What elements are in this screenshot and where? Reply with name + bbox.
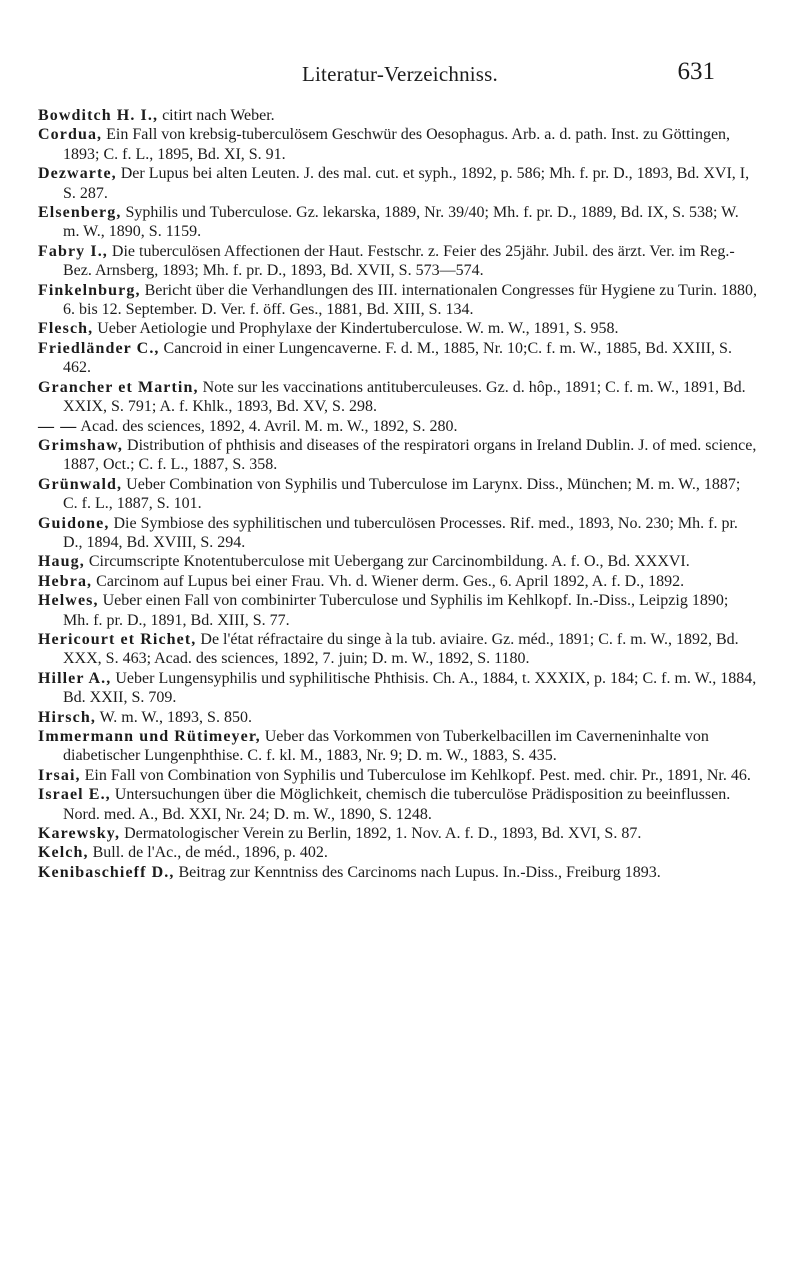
bibliography-entry	[38, 552, 758, 571]
entry-text: Ueber einen Fall von combinirter Tuberculose und Syphilis im Kehlkopf. In.-Diss., Leipzig 1890; Mh. f. pr. D., 1891, Bd. XIII, S. 77.	[63, 592, 729, 629]
bibliography-entry	[38, 125, 758, 164]
entry-author: Dezwarte,	[38, 165, 117, 183]
bibliography-entry	[38, 630, 758, 669]
bibliography-entry	[38, 824, 758, 843]
bibliography-entry	[38, 319, 758, 338]
page-number: 631	[677, 58, 715, 85]
entry-text: Note sur les vaccinations antituberculeuses. Gz. d. hôp., 1891; C. f. m. W., 1891, Bd. XXIX, S. 791; A. f. Khlk., 1893, Bd. XV, S. 298.	[63, 378, 746, 416]
entry-text: Bericht über die Verhandlungen des III. internationalen Congresses für Hygiene zu Turin. 1880, 6. bis 12. September. D. Ver. f. öff. Ges., 1881, Bd. XIII, S. 134.	[63, 281, 758, 319]
bibliography-entry	[38, 591, 758, 630]
entry-text: Circumscripte Knotentuberculose mit Uebergang zur Carcinombildung. A. f. O., Bd. XXXVI.	[84, 553, 690, 571]
entry-author: Bowditch H. I.,	[38, 107, 159, 124]
entry-text: Die Symbiose des syphilitischen und tuberculösen Processes. Rif. med., 1893, No. 230; Mh. f. pr. D., 1894, Bd. XVIII, S. 294.	[63, 514, 738, 551]
entry-text: W. m. W., 1893, S. 850.	[95, 708, 252, 726]
bibliography-entry	[38, 203, 758, 242]
bibliography-entry	[38, 843, 758, 862]
entry-author: Hebra,	[38, 572, 93, 590]
entry-author: — —	[38, 417, 78, 435]
bibliography-entry	[38, 727, 758, 766]
entry-author: Kenibaschieff D.,	[38, 863, 175, 881]
bibliography-entry	[38, 281, 758, 320]
bibliography-entry	[38, 339, 758, 378]
bibliography-entry	[38, 766, 758, 785]
entry-author: Elsenberg,	[38, 204, 122, 222]
bibliography-entry	[38, 572, 758, 591]
entry-author: Grancher et Martin,	[38, 378, 199, 396]
bibliography-entry	[38, 708, 758, 727]
entry-author: Grimshaw,	[38, 436, 124, 454]
entry-text: Ueber Combination von Syphilis und Tuberculose im Larynx. Diss., München; M. m. W., 1887; C. f. L., 1887, S. 101.	[63, 475, 741, 513]
bibliography-entry	[38, 514, 758, 553]
entry-text: Syphilis und Tuberculose. Gz. lekarska, 1889, Nr. 39/40; Mh. f. pr. D., 1889, Bd. IX, S. 538; W. m. W., 1890, S. 1159.	[63, 204, 739, 241]
bibliography-entry	[38, 669, 758, 708]
bibliography-entry	[38, 242, 758, 281]
bibliography-entry	[38, 475, 758, 514]
entry-author: Israel E.,	[38, 786, 111, 804]
entry-author: Grünwald,	[38, 475, 123, 493]
entry-author: Hirsch,	[38, 708, 96, 726]
entry-author: Friedländer C.,	[38, 339, 160, 357]
entry-text: Ueber Lungensyphilis und syphilitische Phthisis. Ch. A., 1884, t. XXXIX, p. 184; C. f. m. W., 1884, Bd. XXII, S. 709.	[63, 669, 757, 707]
entry-author: Guidone,	[38, 514, 110, 532]
bibliography-list	[38, 106, 758, 882]
entry-author: Cordua,	[38, 126, 103, 144]
entry-author: Hericourt et Richet,	[38, 630, 197, 648]
entry-author: Karewsky,	[38, 825, 121, 843]
entry-text: De l'état réfractaire du singe à la tub. aviaire. Gz. méd., 1891; C. f. m. W., 1892, Bd. XXX, S. 463; Acad. des sciences, 1892, 7. juin; D. m. W., 1892, S. 1180.	[63, 630, 739, 668]
entry-text: Bull. de l'Ac., de méd., 1896, p. 402.	[88, 844, 328, 862]
bibliography-entry	[38, 863, 758, 882]
entry-text: Ein Fall von Combination von Syphilis und Tuberculose im Kehlkopf. Pest. med. chir. Pr., 1891, Nr. 46.	[80, 766, 751, 784]
bibliography-entry	[38, 417, 758, 436]
page-header	[0, 58, 800, 92]
entry-author: Flesch,	[38, 320, 94, 338]
entry-author: Helwes,	[38, 592, 99, 610]
bibliography-entry	[38, 378, 758, 417]
entry-text: Ein Fall von krebsig-tuberculösem Geschwür des Oesophagus. Arb. a. d. path. Inst. zu Göttingen, 1893; C. f. L., 1895, Bd. XI, S. 91.	[63, 126, 731, 163]
bibliography-entry	[38, 106, 758, 125]
entry-author: Finkelnburg,	[38, 281, 141, 299]
entry-author: Haug,	[38, 553, 85, 571]
entry-text: Acad. des sciences, 1892, 4. Avril. M. m. W., 1892, S. 280.	[77, 417, 458, 435]
entry-author: Kelch,	[38, 844, 89, 862]
bibliography-entry	[38, 436, 758, 475]
entry-author: Irsai,	[38, 766, 81, 784]
entry-text: Dermatologischer Verein zu Berlin, 1892, 1. Nov. A. f. D., 1893, Bd. XVI, S. 87.	[120, 825, 642, 843]
bibliography-entry	[38, 785, 758, 824]
running-title: Literatur-Verzeichniss.	[301, 62, 498, 86]
entry-text: Ueber Aetiologie und Prophylaxe der Kindertuberculose. W. m. W., 1891, S. 958.	[93, 320, 619, 338]
entry-text: Die tuberculösen Affectionen der Haut. Festschr. z. Feier des 25jähr. Jubil. des ärzt. Ver. im Reg.-Bez. Arnsberg, 1893; Mh. f. pr. D., 1893, Bd. XVII, S. 573—574.	[63, 242, 735, 280]
entry-text: Der Lupus bei alten Leuten. J. des mal. cut. et syph., 1892, p. 586; Mh. f. pr. D., 1893, Bd. XVI, I, S. 287.	[63, 165, 750, 202]
entry-text: Ueber das Vorkommen von Tuberkelbacillen im Caverneninhalte von diabetischer Lungenphthise. C. f. kl. M., 1883, Nr. 9; D. m. W., 1883, S. 435.	[63, 728, 709, 765]
entry-author: Hiller A.,	[38, 669, 112, 687]
entry-text: Carcinom auf Lupus bei einer Frau. Vh. d. Wiener derm. Ges., 6. April 1892, A. f. D., 1892.	[92, 572, 685, 590]
entry-text: Untersuchungen über die Möglichkeit, chemisch die tuberculöse Prädisposition zu beeinflussen. Nord. med. A., Bd. XXI, Nr. 24; D. m. W., 1890, S. 1248.	[63, 786, 731, 823]
entry-author: Immermann und Rütimeyer,	[38, 728, 261, 745]
entry-text: citirt nach Weber.	[158, 107, 275, 124]
entry-text: Cancroid in einer Lungencaverne. F. d. M., 1885, Nr. 10;C. f. m. W., 1885, Bd. XXIII, S. 462.	[63, 339, 732, 377]
entry-author: Fabry I.,	[38, 242, 108, 260]
entry-text: Beitrag zur Kenntniss des Carcinoms nach Lupus. In.-Diss., Freiburg 1893.	[174, 863, 661, 881]
bibliography-entry	[38, 164, 758, 203]
entry-text: Distribution of phthisis and diseases of the respiratori organs in Ireland Dublin. J. of med. science, 1887, Oct.; C. f. L., 1887, S. 358.	[63, 436, 757, 474]
